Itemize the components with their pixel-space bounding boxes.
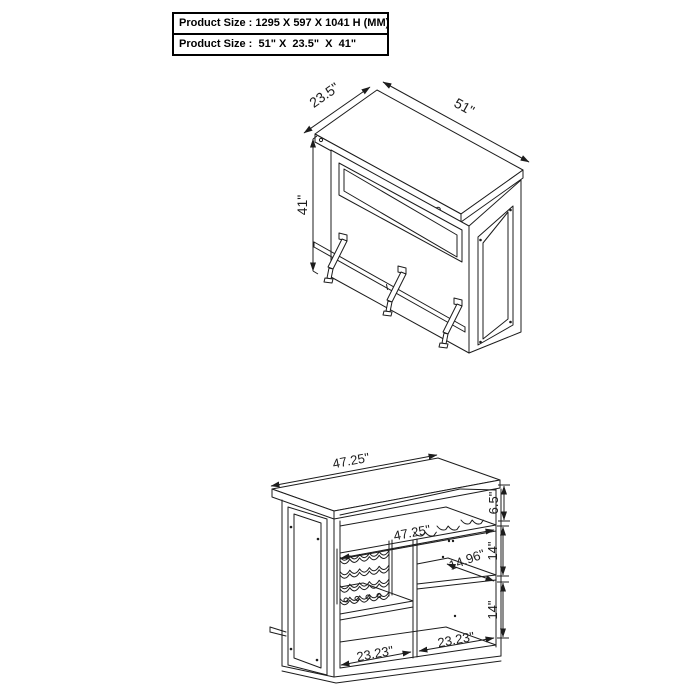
front-height-dimension: [294, 136, 318, 274]
bottom-right-width-dimension: [419, 629, 494, 651]
front-width-label: 51": [451, 94, 478, 119]
bottom-left-width-label: 23.23": [355, 642, 395, 665]
screw-mark: [442, 556, 444, 558]
back-counter-top: [272, 458, 500, 519]
shelf-depth-label: 14.96": [446, 546, 487, 573]
front-height-label: 41": [294, 194, 310, 216]
screw-mark: [452, 540, 454, 542]
lower-section-height-label: 14": [485, 600, 500, 620]
front-depth-label: 23.5": [306, 79, 342, 111]
top-shelf-height-label: 6.5": [486, 491, 501, 515]
back-top-width-label: 47.25": [331, 449, 371, 472]
center-divider: [413, 539, 417, 658]
back-inner-width-label: 47.25": [392, 521, 432, 544]
screw-mark: [454, 615, 456, 617]
lower-section-height-dimension: [485, 582, 509, 638]
product-size-mm-text: Product Size : 1295 X 597 X 1041 H (MM): [179, 17, 390, 29]
product-size-inch-text: Product Size : 51" X 23.5" X 41": [179, 38, 357, 50]
upper-section-height-dimension: [485, 526, 509, 576]
front-view-drawing: [294, 79, 529, 353]
counter-latch: [319, 138, 322, 141]
bottom-right-width-label: 23.23": [436, 628, 476, 651]
upper-section-height-label: 14": [485, 541, 500, 561]
footrest-stub: [270, 627, 286, 636]
bottom-left-width-dimension: [341, 643, 411, 665]
back-view-drawing: [270, 450, 510, 683]
left-side-frame-panel: [288, 507, 327, 675]
